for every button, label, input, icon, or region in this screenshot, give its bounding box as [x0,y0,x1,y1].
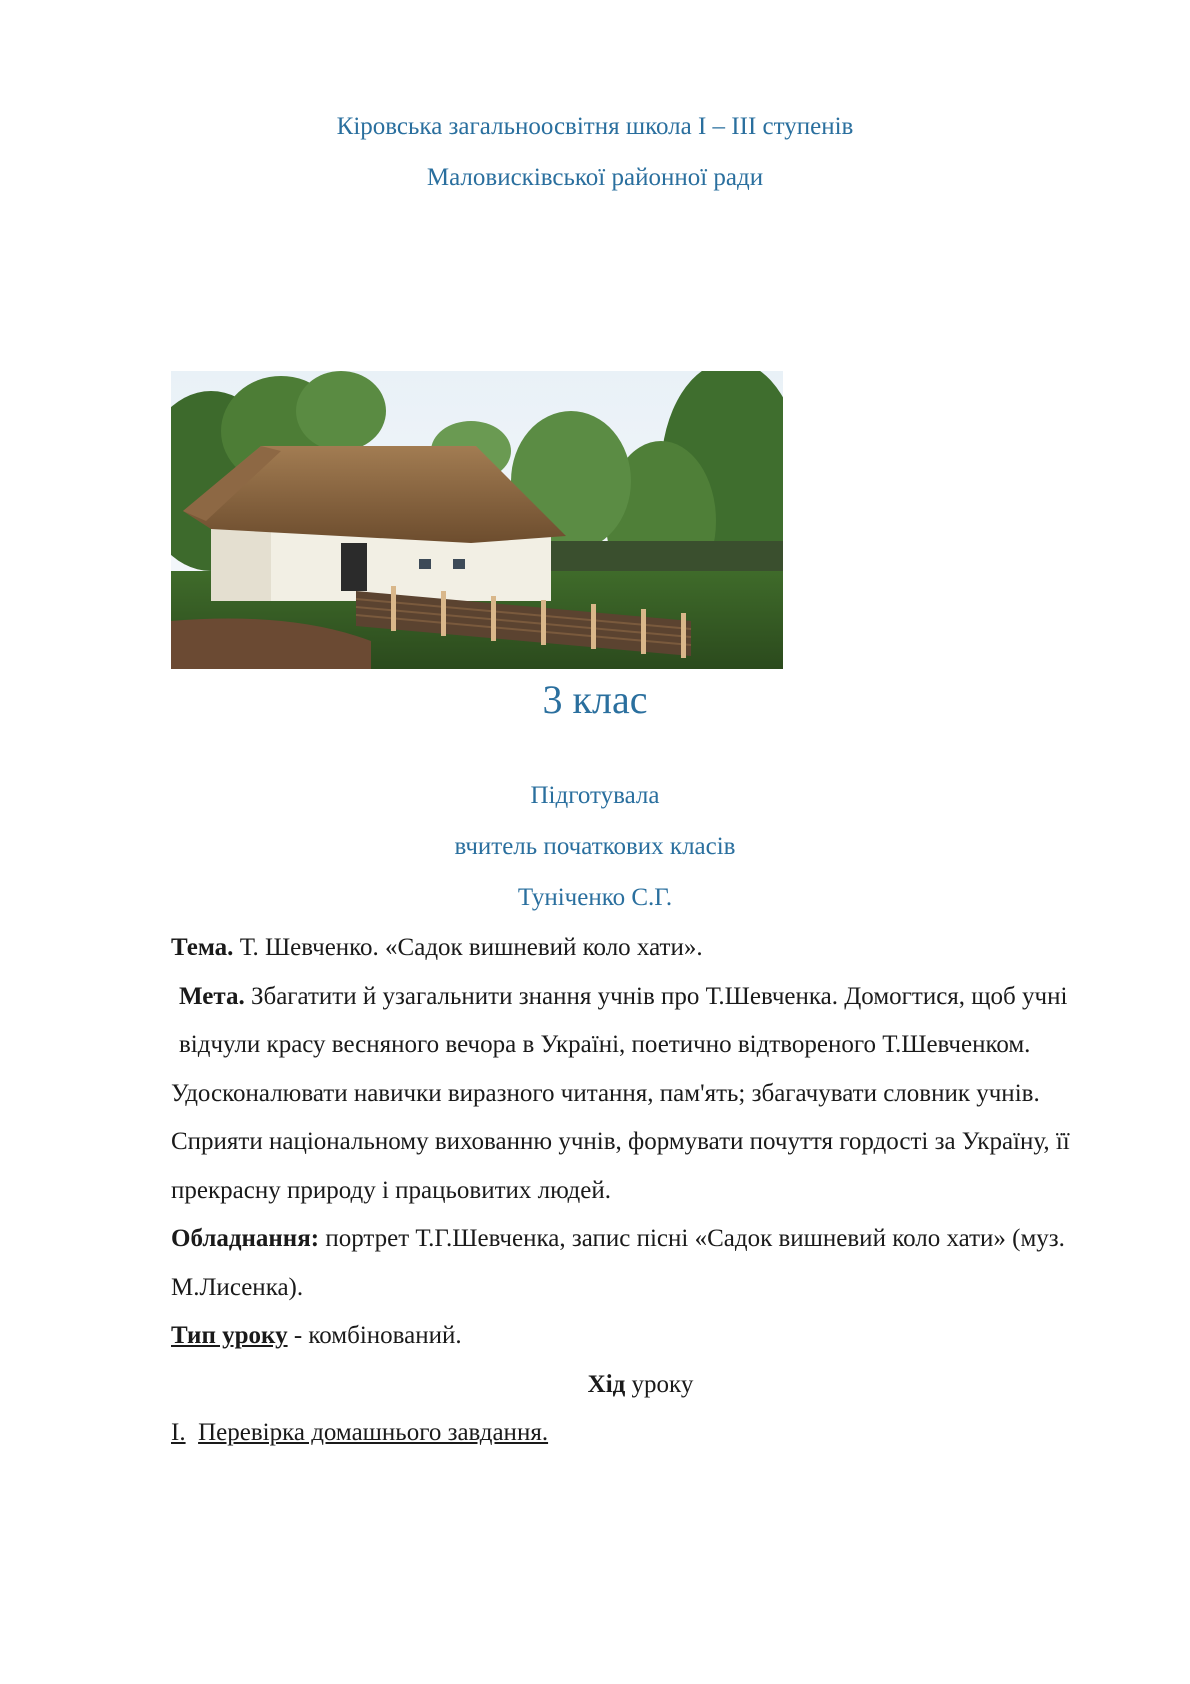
lesson-progress-bold: Хід [587,1370,626,1398]
lesson-type-label: Тип уроку [171,1322,288,1349]
goal-label: Мета. [179,982,245,1010]
school-name-line1: Кіровська загальноосвітня школа І – ІІІ ступенів [336,113,854,140]
goal-paragraph-2: Удосконалювати навички виразного читання, пам'ять; збагачувати словник учнів. [171,1079,1040,1107]
author-name: Туніченко С.Г. [517,884,673,911]
lesson-progress-heading [0,1361,1190,1410]
section-1-number: І. [171,1419,186,1446]
lesson-type-paragraph [171,1312,1101,1361]
lesson-body [171,924,1101,1458]
lesson-type-text: - комбінований. [287,1322,462,1349]
section-1-text: Перевірка домашнього завдання. [198,1419,549,1446]
goal-paragraph [171,973,1101,1070]
grade-title: 3 клас [542,677,648,722]
goal-text: Збагатити й узагальнити знання учнів про Т.Шевченка. Домогтися, щоб учні відчули красу весняного вечора в Україні, поетично відтвореного Т.Шевченком. [179,982,1068,1058]
equipment-paragraph [171,1215,1101,1312]
topic-text: Т. Шевченко. «Садок вишневий коло хати». [233,934,703,961]
goal-paragraph-3: Сприяти національному вихованню учнів, формувати почуття гордості за Україну, її прекрасну природу і працьовитих людей. [171,1128,1070,1204]
equipment-label: Обладнання: [171,1225,320,1252]
section-1-heading [171,1409,1101,1458]
lesson-progress-rest: уроку [625,1370,694,1398]
author-position: вчитель початкових класів [454,833,736,860]
equipment-text: портрет Т.Г.Шевченка, запис пісні «Садок вишневий коло хати» (муз. М.Лисенка). [171,1225,1065,1301]
topic-paragraph [171,924,1101,973]
topic-label: Тема. [171,934,234,961]
thatched-house-photo [171,371,783,669]
prepared-by-label: Підготувала [530,782,660,809]
school-name-line2: Маловисківської районної ради [426,164,764,191]
